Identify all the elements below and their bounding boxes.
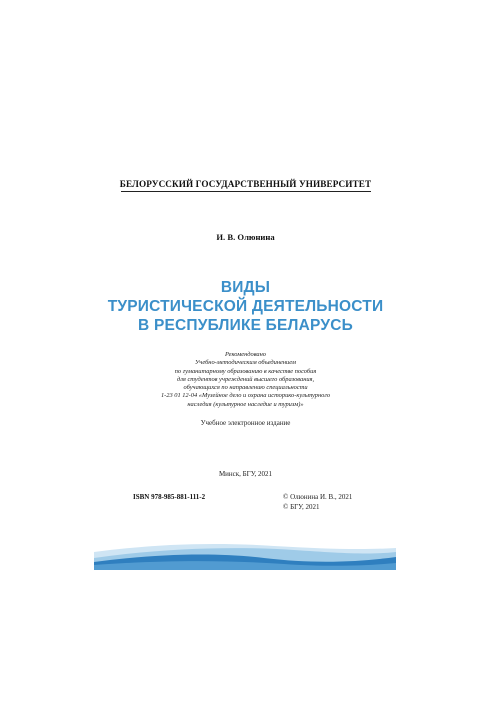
edition-type: Учебное электронное издание xyxy=(200,419,291,427)
title-line: В РЕСПУБЛИКЕ БЕЛАРУСЬ xyxy=(138,317,353,334)
recommendation-block xyxy=(0,351,491,409)
copyright-block xyxy=(283,492,352,512)
university-underline xyxy=(121,191,371,192)
copyright-publisher: © БГУ, 2021 xyxy=(283,503,320,511)
recommendation-line: наследия (культурное наследие и туризм)» xyxy=(187,400,304,408)
copyright-author: © Олюнина И. В., 2021 xyxy=(283,493,353,501)
recommendation-line: по гуманитарному образованию в качестве пособия xyxy=(174,367,317,375)
book-title xyxy=(0,278,491,335)
recommendation-line: для студентов учреждений высшего образования, xyxy=(176,375,315,383)
decorative-wave xyxy=(94,538,396,570)
place-year: Минск, БГУ, 2021 xyxy=(218,470,273,478)
recommendation-line: 1-23 01 12-04 «Музейное дело и охрана историко-культурного xyxy=(160,392,331,400)
university-name: БЕЛОРУССКИЙ ГОСУДАРСТВЕННЫЙ УНИВЕРСИТЕТ xyxy=(119,179,372,189)
isbn-number: ISBN 978-985-881-111-2 xyxy=(133,493,206,501)
recommendation-line: Рекомендовано xyxy=(224,351,266,358)
title-line: ТУРИСТИЧЕСКОЙ ДЕЯТЕЛЬНОСТИ xyxy=(107,298,384,315)
recommendation-line: обучающихся по направлению специальности xyxy=(183,384,308,392)
title-line: ВИДЫ xyxy=(220,279,271,296)
author-name: И. В. Олюнина xyxy=(216,232,275,242)
recommendation-line: Учебно-методическим объединением xyxy=(194,359,296,367)
